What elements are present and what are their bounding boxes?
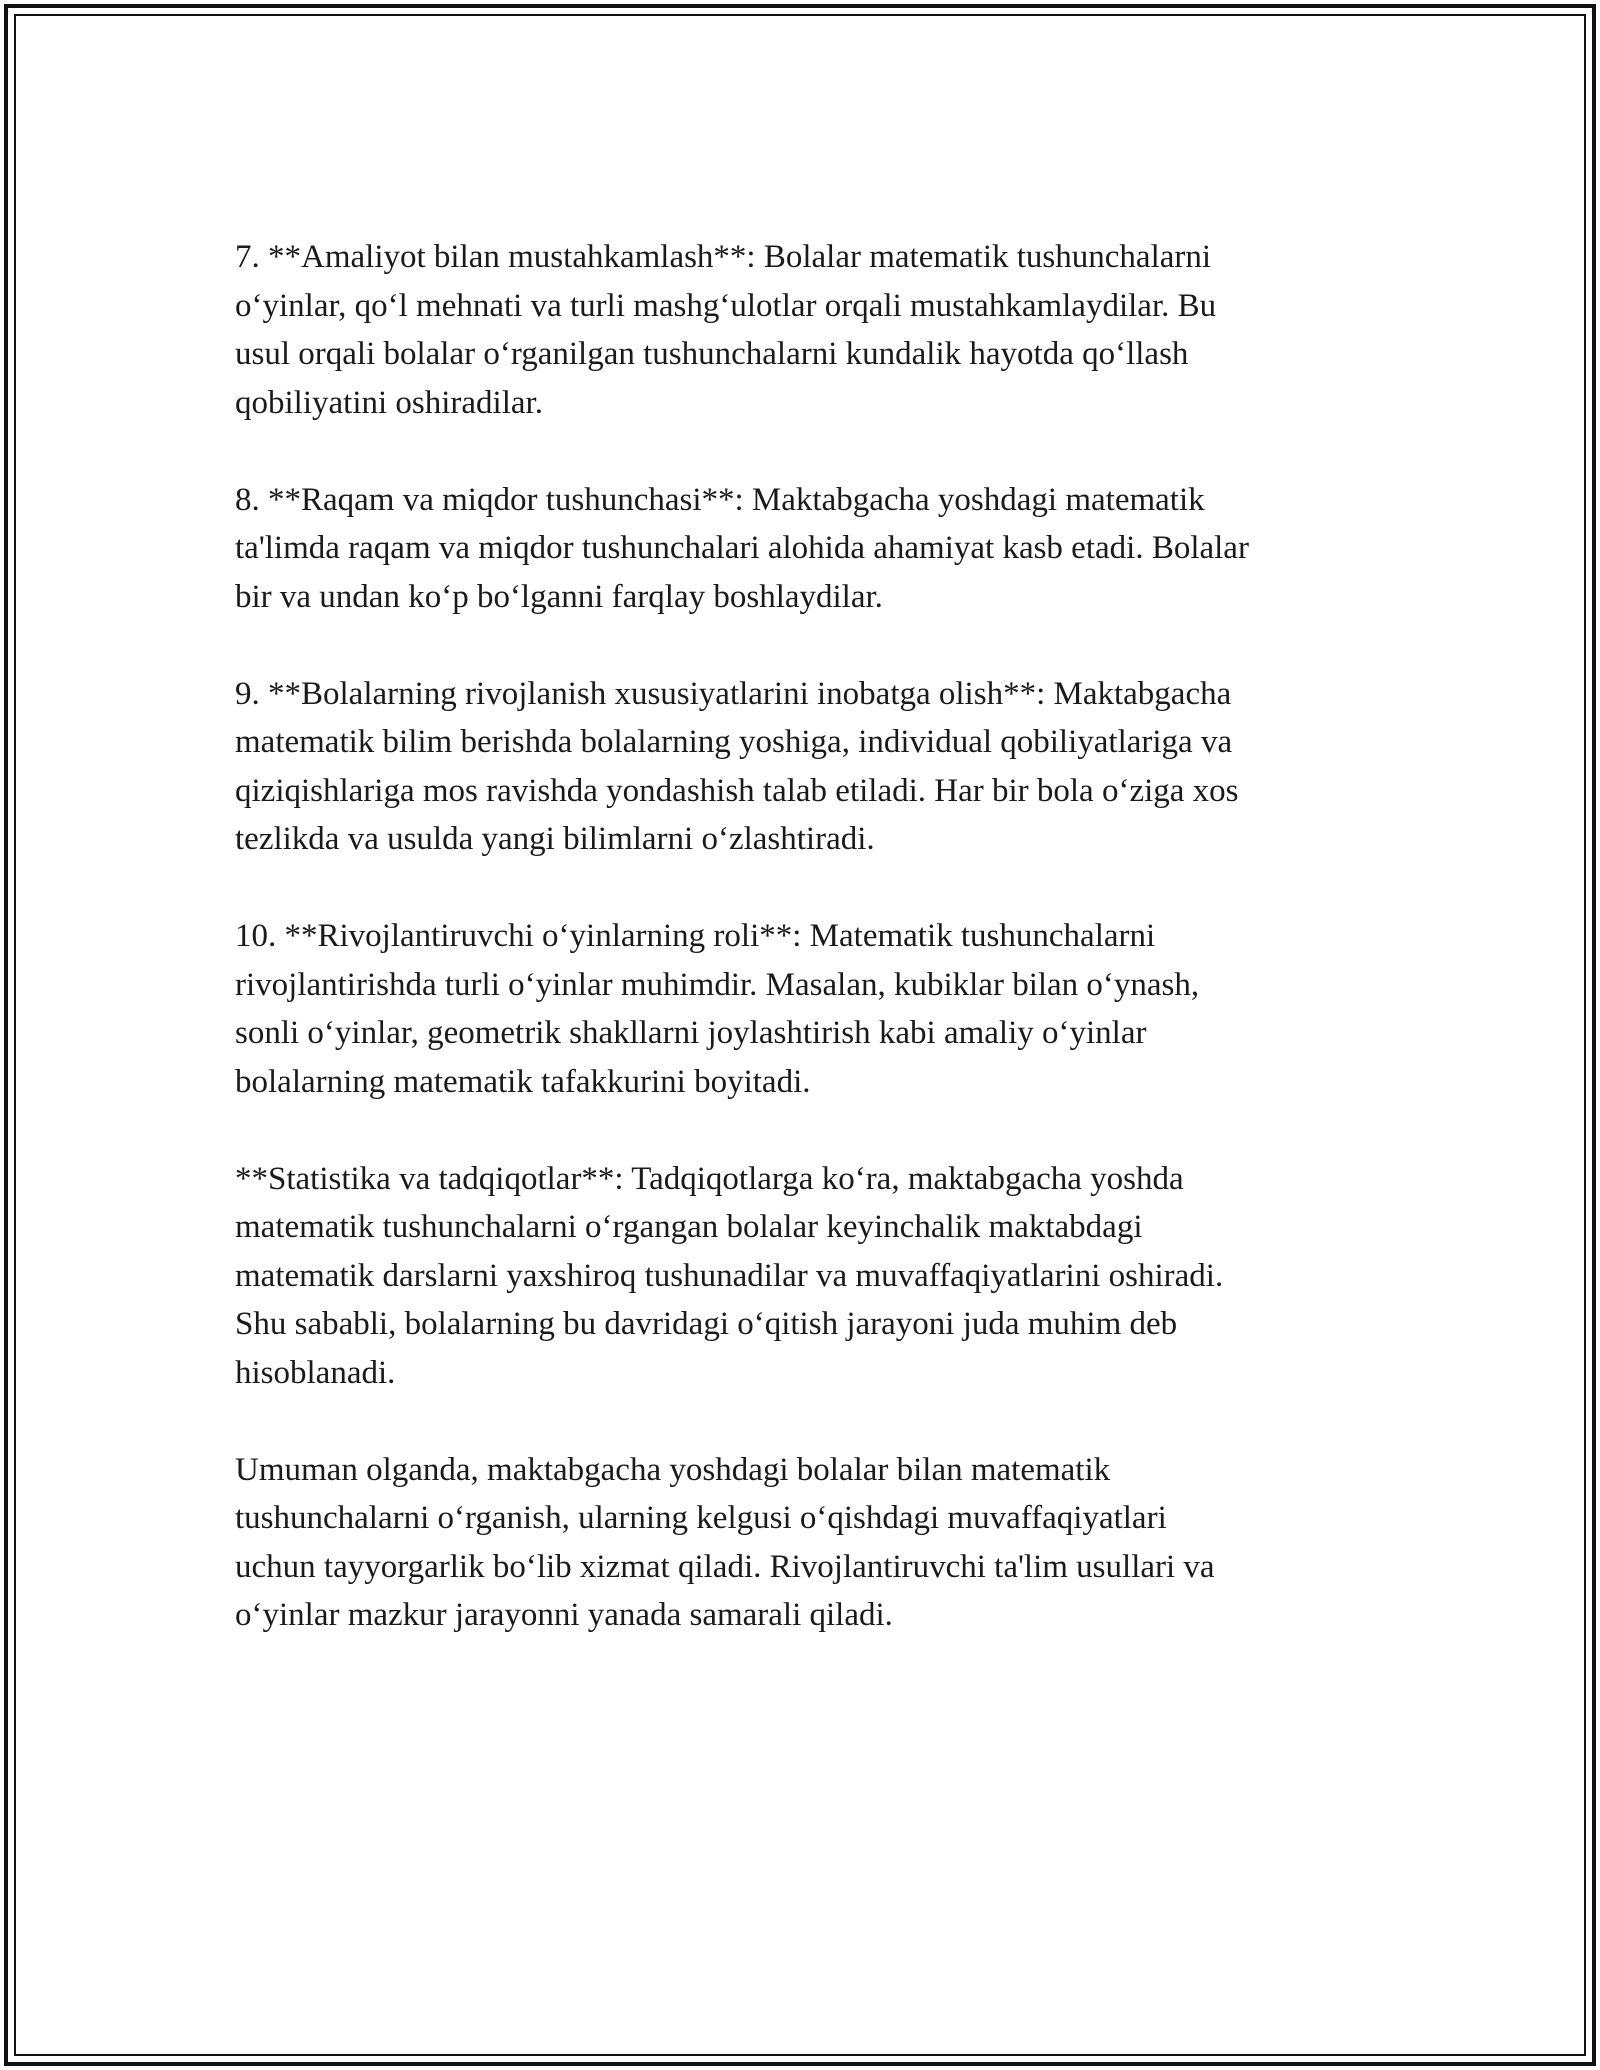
text-line: 10. **Rivojlantiruvchi o‘yinlarning roli**: Matematik tushunchalarni (235, 918, 1156, 954)
paragraph-conclusion (235, 1446, 1385, 1640)
text-line: matematik bilim berishda bolalarning yoshiga, individual qobiliyatlariga va (235, 724, 1233, 760)
paragraph-item-10 (235, 912, 1385, 1106)
text-line: tushunchalarni o‘rganish, ularning kelgusi o‘qishdagi muvaffaqiyatlari (235, 1500, 1167, 1536)
paragraph-item-8 (235, 476, 1385, 622)
text-line: usul orqali bolalar o‘rganilgan tushunchalarni kundalik hayotda qo‘llash (235, 336, 1189, 372)
text-line: ta'limda raqam va miqdor tushunchalari alohida ahamiyat kasb etadi. Bolalar (235, 530, 1249, 566)
paragraph-statistics (235, 1155, 1385, 1398)
text-line: sonli o‘yinlar, geometrik shakllarni joylashtirish kabi amaliy o‘yinlar (235, 1015, 1147, 1051)
text-line: bir va undan ko‘p bo‘lganni farqlay boshlaydilar. (235, 578, 883, 615)
text-line: **Statistika va tadqiqotlar**: Tadqiqotlarga ko‘ra, maktabgacha yoshda (235, 1160, 1184, 1197)
text-line: matematik darslarni yaxshiroq tushunadilar va muvaffaqiyatlarini oshiradi. (235, 1257, 1224, 1294)
text-line: hisoblanadi. (235, 1354, 396, 1391)
text-line: bolalarning matematik tafakkurini boyitadi. (235, 1063, 811, 1100)
text-line: tezlikda va usulda yangi bilimlarni o‘zlashtiradi. (235, 821, 875, 857)
text-line: qobiliyatini oshiradilar. (235, 384, 543, 421)
document-body (235, 233, 1385, 1688)
text-line: 7. **Amaliyot bilan mustahkamlash**: Bolalar matematik tushunchalarni (235, 239, 1212, 275)
text-line: Umuman olganda, maktabgacha yoshdagi bolalar bilan matematik (235, 1451, 1111, 1488)
paragraph-item-9 (235, 670, 1385, 864)
text-line: rivojlantirishda turli o‘yinlar muhimdir. Masalan, kubiklar bilan o‘ynash, (235, 966, 1200, 1003)
text-line: matematik tushunchalarni o‘rgangan bolalar keyinchalik maktabdagi (235, 1209, 1143, 1245)
paragraph-item-7 (235, 233, 1385, 427)
text-line: o‘yinlar, qo‘l mehnati va turli mashg‘ulotlar orqali mustahkamlaydilar. Bu (235, 287, 1217, 324)
text-line: 8. **Raqam va miqdor tushunchasi**: Maktabgacha yoshdagi matematik (235, 481, 1205, 518)
text-line: 9. **Bolalarning rivojlanish xususiyatlarini inobatga olish**: Maktabgacha (235, 675, 1232, 712)
text-line: qiziqishlariga mos ravishda yondashish talab etiladi. Har bir bola o‘ziga xos (235, 772, 1239, 809)
text-line: uchun tayyorgarlik bo‘lib xizmat qiladi. Rivojlantiruvchi ta'lim usullari va (235, 1548, 1215, 1585)
text-line: Shu sababli, bolalarning bu davridagi o‘qitish jarayoni juda muhim deb (235, 1306, 1178, 1342)
text-line: o‘yinlar mazkur jarayonni yanada samarali qiladi. (235, 1597, 893, 1633)
